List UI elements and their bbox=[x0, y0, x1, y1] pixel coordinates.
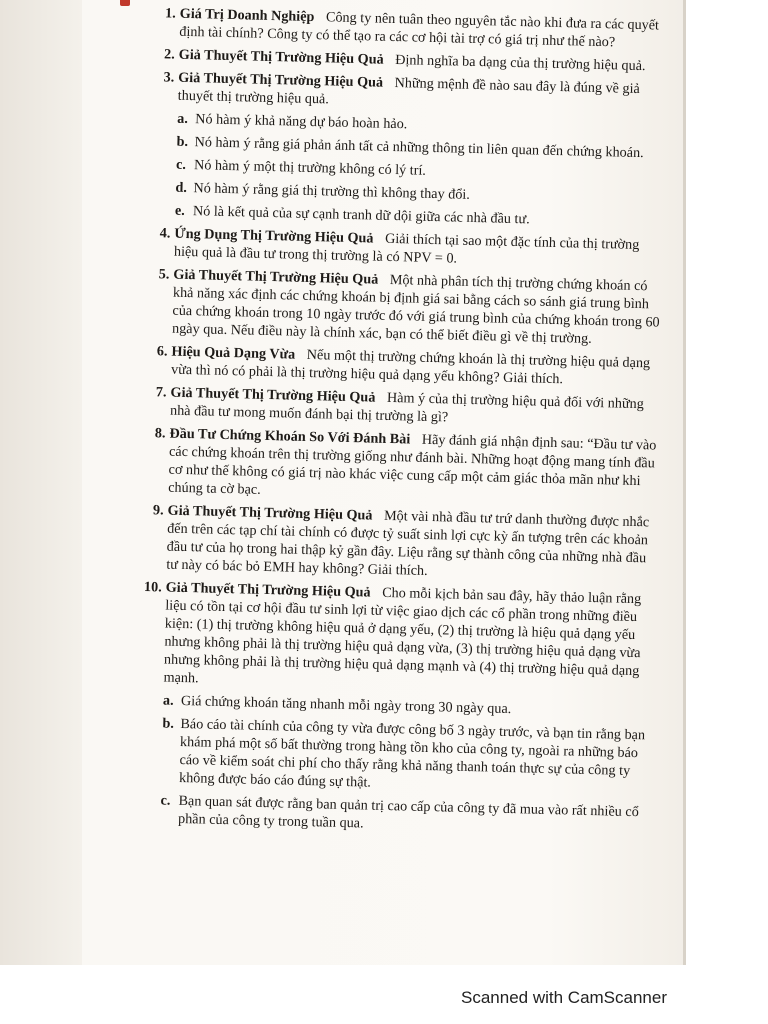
question-10 bbox=[133, 578, 655, 699]
option-text: Nó hàm ý rằng giá phản ánh tất cả những thông tin liên quan đến chứng khoán. bbox=[194, 134, 644, 162]
question-title: Đầu Tư Chứng Khoán So Với Đánh Bài bbox=[169, 425, 411, 448]
question-number: 2. bbox=[163, 46, 175, 63]
question-number: 9. bbox=[152, 502, 164, 519]
question-number: 4. bbox=[159, 225, 171, 242]
red-margin-mark bbox=[120, 0, 130, 6]
question-4 bbox=[144, 224, 665, 273]
question-text: Một nhà phân tích thị trường chứng khoán có khả năng xác định các chứng khoán bị định giá sai bằng cách so sánh giá trung bình của chứng khoán trong 10 ngày trước đó với giá trung bình của chứng khoán trong 60 ngày qua. Nếu điều này là chính xác, bạn có thể biết điều gì về thị trường. bbox=[171, 271, 660, 347]
question-number: 8. bbox=[154, 425, 166, 442]
question-title: Giả Thuyết Thị Trường Hiệu Quả bbox=[167, 502, 373, 524]
question-title: Giả Thuyết Thị Trường Hiệu Quả bbox=[165, 579, 371, 601]
option-letter: c. bbox=[175, 156, 187, 173]
option-letter: b. bbox=[176, 133, 189, 150]
question-text: Công ty nên tuân theo nguyên tắc nào khi đưa ra các quyết định tài chính? Công ty có thể tạo ra các cơ hội tài trợ có giá trị như thế nào? bbox=[179, 9, 660, 51]
question-number: 5. bbox=[158, 266, 170, 283]
question-title: Giả Thuyết Thị Trường Hiệu Quả bbox=[178, 69, 384, 91]
option-text: Giá chứng khoán tăng nhanh mỗi ngày trong 30 ngày qua. bbox=[180, 692, 512, 718]
question-3 bbox=[148, 68, 669, 117]
option-text: Báo cáo tài chính của công ty vừa được công bố 3 ngày trước, và bạn tin rằng bạn khám phá một số bất thường trong hàng tồn kho của công ty, ngoài ra những báo cáo về kiểm soát chi phí cho thấy rằng khả năng thanh toán thực sự của công ty không được báo cáo đúng sự thật. bbox=[178, 715, 646, 791]
option-text: Nó là kết quả của sự cạnh tranh dữ dội giữa các nhà đầu tư. bbox=[192, 203, 530, 228]
scanner-watermark: Scanned with CamScanner bbox=[461, 988, 668, 1007]
question-number: 10. bbox=[143, 579, 162, 596]
question-title: Giả Thuyết Thị Trường Hiệu Quả bbox=[173, 266, 379, 288]
option-text: Nó hàm ý khả năng dự báo hoàn hảo. bbox=[195, 111, 408, 133]
option-10b bbox=[131, 714, 653, 799]
option-letter: e. bbox=[174, 202, 186, 219]
question-6 bbox=[141, 342, 662, 391]
option-text: Nó hàm ý một thị trường không có lý trí. bbox=[193, 157, 427, 179]
question-title: Hiệu Quả Dạng Vừa bbox=[171, 343, 296, 363]
exercise-list bbox=[130, 4, 670, 844]
page-right-edge bbox=[683, 0, 686, 965]
option-letter: d. bbox=[175, 179, 188, 196]
option-letter: c. bbox=[160, 792, 171, 809]
question-title: Giá Trị Doanh Nghiệp bbox=[179, 5, 315, 26]
question-number: 6. bbox=[156, 343, 168, 360]
option-letter: a. bbox=[162, 692, 174, 709]
question-text: Nếu một thị trường chứng khoán là thị trường hiệu quả dạng vừa thì nó có phải là thị trường hiệu quả dạng yếu không? Giải thích. bbox=[170, 346, 651, 388]
question-5 bbox=[142, 265, 664, 350]
question-text: Một vài nhà đầu tư trứ danh thường được nhắc đến trên các tạp chí tài chính có được tỷ suất sinh lợi cực kỳ ấn tượng trên các khoản đầu tư của họ trong hai thập kỷ gần đây. Liệu rằng sự thành công của những nhà đầu tư này có bác bỏ EMH hay không? Giải thích. bbox=[166, 507, 650, 579]
option-text: Bạn quan sát được rằng ban quản trị cao cấp của công ty đã mua vào rất nhiều cổ phần của công ty trong tuần qua. bbox=[177, 792, 639, 832]
question-title: Ứng Dụng Thị Trường Hiệu Quả bbox=[174, 225, 374, 247]
page-gutter-shadow bbox=[0, 0, 82, 965]
question-text: Định nghĩa ba dạng của thị trường hiệu quả. bbox=[394, 52, 646, 75]
option-text: Nó hàm ý rằng giá thị trường thì không thay đổi. bbox=[193, 180, 471, 203]
question-text: Giải thích tại sao một đặc tính của thị trường hiệu quả là đầu tư trong thị trường là có NPV = 0. bbox=[173, 230, 640, 267]
option-10c bbox=[130, 791, 651, 840]
question-number: 3. bbox=[163, 69, 175, 86]
option-letter: b. bbox=[162, 715, 175, 732]
question-9 bbox=[136, 501, 658, 586]
question-title: Giả Thuyết Thị Trường Hiệu Quả bbox=[178, 46, 384, 68]
question-number: 7. bbox=[155, 384, 167, 401]
question-text: Hãy đánh giá nhận định sau: “Đầu tư vào các chứng khoán trên thị trường giống như đánh bài. Những hoạt động mang tính đầu cơ như thế không có giá trị nào khác việc cung cấp một cảm giác thỏa mãn như khi chúng ta cờ bạc. bbox=[167, 431, 657, 498]
question-text: Những mệnh đề nào sau đây là đúng về giả thuyết thị trường hiệu quả. bbox=[177, 75, 641, 108]
question-7 bbox=[140, 383, 661, 432]
question-text: Cho mỗi kịch bản sau đây, hãy thảo luận rằng liệu có tồn tại cơ hội đầu tư sinh lợi từ việc giao dịch các cổ phần trong những điều kiện: (1) thị trường không hiệu quả ở dạng yếu, (2) thị trường là hiệu quả dạng yếu nhưng không phải là thị trường hiệu quả dạng vừa, (3) thị trường hiệu quả dạng vừa nhưng không phải là thị trường hiệu quả dạng mạnh và (4) thị trường hiệu quả dạng mạnh. bbox=[163, 584, 642, 687]
question-text: Hàm ý của thị trường hiệu quả đối với những nhà đầu tư mong muốn đánh bại thị trường là gì? bbox=[169, 389, 645, 426]
option-letter: a. bbox=[177, 110, 189, 127]
question-number: 1. bbox=[164, 5, 176, 22]
question-title: Giả Thuyết Thị Trường Hiệu Quả bbox=[170, 384, 376, 406]
question-8 bbox=[138, 424, 660, 509]
